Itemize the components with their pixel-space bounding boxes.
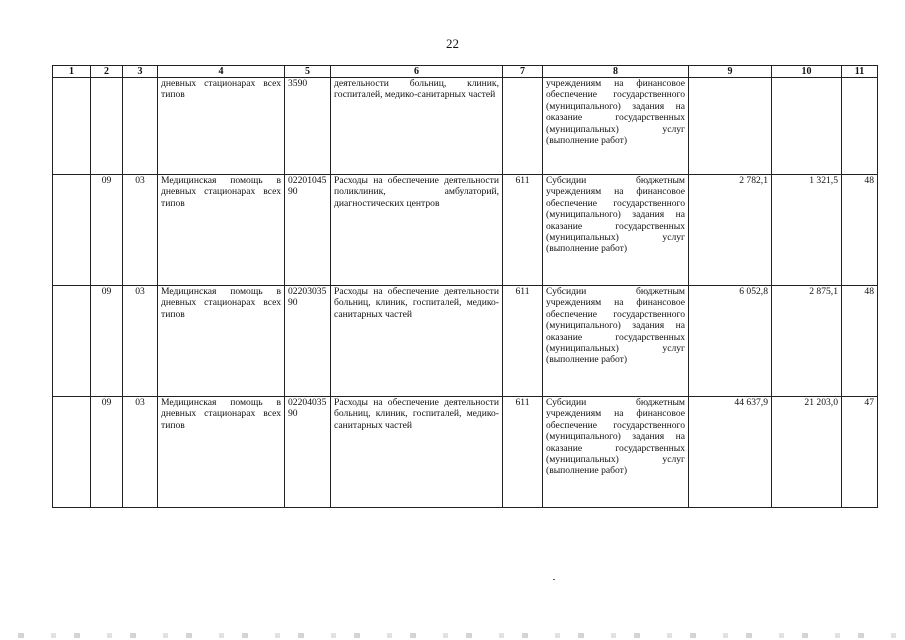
budget-table	[52, 65, 878, 508]
header-col-11: 11	[842, 66, 878, 78]
cell-expense-type-name: Субсидии бюджетным учреждениям на финансовое обеспечение государственного (муниципального) задания на оказание государственных (муниципальных) услуг (выполнение работ)	[543, 397, 689, 508]
cell-percent	[842, 78, 878, 175]
cell-col-1	[53, 286, 91, 397]
cell-target-code: 0220303590	[285, 286, 331, 397]
cell-expense-purpose: деятельности больниц, клиник, госпиталей, медико-санитарных частей	[331, 78, 503, 175]
cell-subsection: 03	[123, 286, 158, 397]
scan-speck	[553, 579, 555, 580]
cell-amount-plan	[689, 78, 772, 175]
cell-expense-type: 611	[503, 175, 543, 286]
cell-percent: 47	[842, 397, 878, 508]
cell-description: дневных стационарах всех типов	[158, 78, 285, 175]
cell-subsection: 03	[123, 397, 158, 508]
cell-section: 09	[91, 175, 123, 286]
table-row	[53, 78, 878, 175]
cell-amount-actual: 21 203,0	[772, 397, 842, 508]
cell-subsection	[123, 78, 158, 175]
table-row	[53, 175, 878, 286]
cell-target-code: 3590	[285, 78, 331, 175]
cell-expense-type-name: Субсидии бюджетным учреждениям на финансовое обеспечение государственного (муниципального) задания на оказание государственных (муниципальных) услуг (выполнение работ)	[543, 175, 689, 286]
header-col-7: 7	[503, 66, 543, 78]
cell-col-1	[53, 175, 91, 286]
cell-amount-actual: 2 875,1	[772, 286, 842, 397]
header-col-1: 1	[53, 66, 91, 78]
scan-artifact-strip	[0, 633, 905, 638]
cell-amount-plan: 6 052,8	[689, 286, 772, 397]
cell-col-1	[53, 397, 91, 508]
cell-expense-purpose: Расходы на обеспечение деятельности поликлиник, амбулаторий, диагностических центров	[331, 175, 503, 286]
header-row	[53, 66, 878, 78]
cell-description: Медицинская помощь в дневных стационарах всех типов	[158, 175, 285, 286]
header-col-6: 6	[331, 66, 503, 78]
table-row	[53, 286, 878, 397]
header-col-3: 3	[123, 66, 158, 78]
cell-expense-purpose: Расходы на обеспечение деятельности больниц, клиник, госпиталей, медико-санитарных частей	[331, 286, 503, 397]
cell-expense-type-name: учреждениям на финансовое обеспечение государственного (муниципального) задания на оказание государственных (муниципальных) услуг (выполнение работ)	[543, 78, 689, 175]
cell-amount-actual: 1 321,5	[772, 175, 842, 286]
cell-expense-type-name: Субсидии бюджетным учреждениям на финансовое обеспечение государственного (муниципального) задания на оказание государственных (муниципальных) услуг (выполнение работ)	[543, 286, 689, 397]
table-row	[53, 397, 878, 508]
cell-expense-type: 611	[503, 286, 543, 397]
cell-description: Медицинская помощь в дневных стационарах всех типов	[158, 286, 285, 397]
cell-section: 09	[91, 397, 123, 508]
cell-col-1	[53, 78, 91, 175]
cell-section	[91, 78, 123, 175]
header-col-4: 4	[158, 66, 285, 78]
cell-percent: 48	[842, 286, 878, 397]
cell-expense-purpose: Расходы на обеспечение деятельности больниц, клиник, госпиталей, медико-санитарных частей	[331, 397, 503, 508]
header-col-8: 8	[543, 66, 689, 78]
cell-amount-actual	[772, 78, 842, 175]
cell-target-code: 0220104590	[285, 175, 331, 286]
cell-target-code: 0220403590	[285, 397, 331, 508]
cell-expense-type: 611	[503, 397, 543, 508]
cell-expense-type	[503, 78, 543, 175]
cell-amount-plan: 44 637,9	[689, 397, 772, 508]
cell-section: 09	[91, 286, 123, 397]
cell-amount-plan: 2 782,1	[689, 175, 772, 286]
header-col-2: 2	[91, 66, 123, 78]
header-col-5: 5	[285, 66, 331, 78]
cell-description: Медицинская помощь в дневных стационарах всех типов	[158, 397, 285, 508]
cell-subsection: 03	[123, 175, 158, 286]
page-number: 22	[446, 36, 459, 51]
header-col-9: 9	[689, 66, 772, 78]
header-col-10: 10	[772, 66, 842, 78]
cell-percent: 48	[842, 175, 878, 286]
